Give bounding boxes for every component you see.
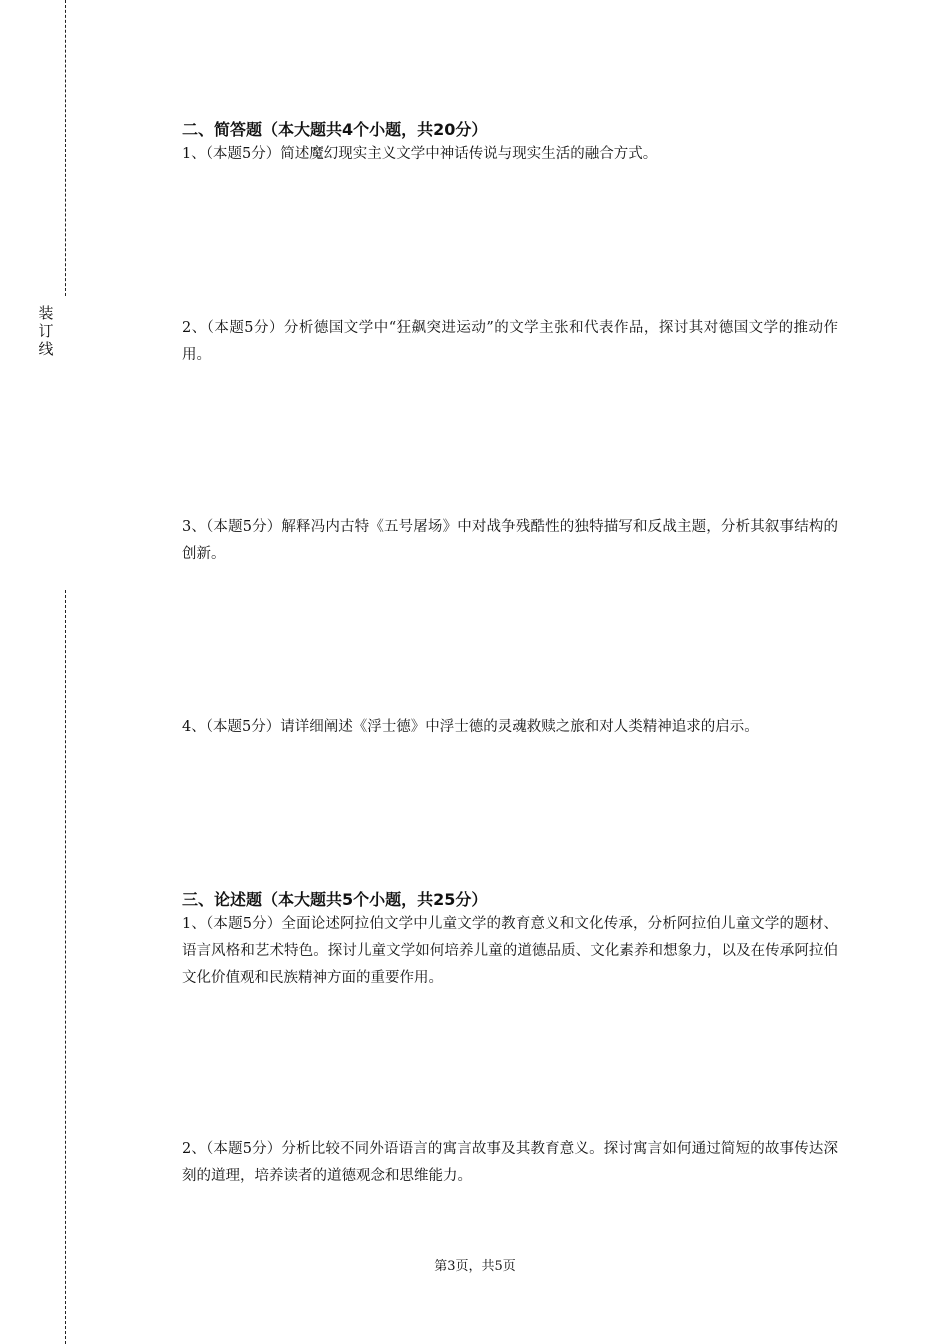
- binding-label: [36, 304, 56, 358]
- binding-line-top: [65, 0, 66, 296]
- section-title-essay: 三、论述题（本大题共5个小题，共25分）: [182, 890, 488, 909]
- question-item: 3、（本题5分）解释冯内古特《五号屠场》中对战争残酷性的独特描写和反战主题，分析其叙事结构的创新。: [182, 519, 838, 562]
- binding-char: 线: [38, 340, 54, 358]
- question-item: 4、（本题5分）请详细阐述《浮士德》中浮士德的灵魂救赎之旅和对人类精神追求的启示。: [182, 719, 759, 735]
- binding-char: 订: [38, 322, 54, 340]
- section-title-short-answer: 二、简答题（本大题共4个小题，共20分）: [182, 120, 488, 139]
- page-number-footer: 第3页，共5页: [434, 1259, 516, 1274]
- question-item: 2、（本题5分）分析德国文学中“狂飙突进运动”的文学主张和代表作品，探讨其对德国文学的推动作用。: [182, 320, 838, 363]
- binding-line-bottom: [65, 590, 66, 1344]
- question-item: 2、（本题5分）分析比较不同外语语言的寓言故事及其教育意义。探讨寓言如何通过简短的故事传达深刻的道理，培养读者的道德观念和思维能力。: [182, 1141, 838, 1184]
- binding-char: 装: [38, 304, 54, 322]
- question-item: 1、（本题5分）简述魔幻现实主义文学中神话传说与现实生活的融合方式。: [182, 146, 658, 162]
- question-item: 1、（本题5分）全面论述阿拉伯文学中儿童文学的教育意义和文化传承，分析阿拉伯儿童文学的题材、语言风格和艺术特色。探讨儿童文学如何培养儿童的道德品质、文化素养和想象力，以及在传承阿拉伯文化价值观和民族精神方面的重要作用。: [182, 916, 838, 986]
